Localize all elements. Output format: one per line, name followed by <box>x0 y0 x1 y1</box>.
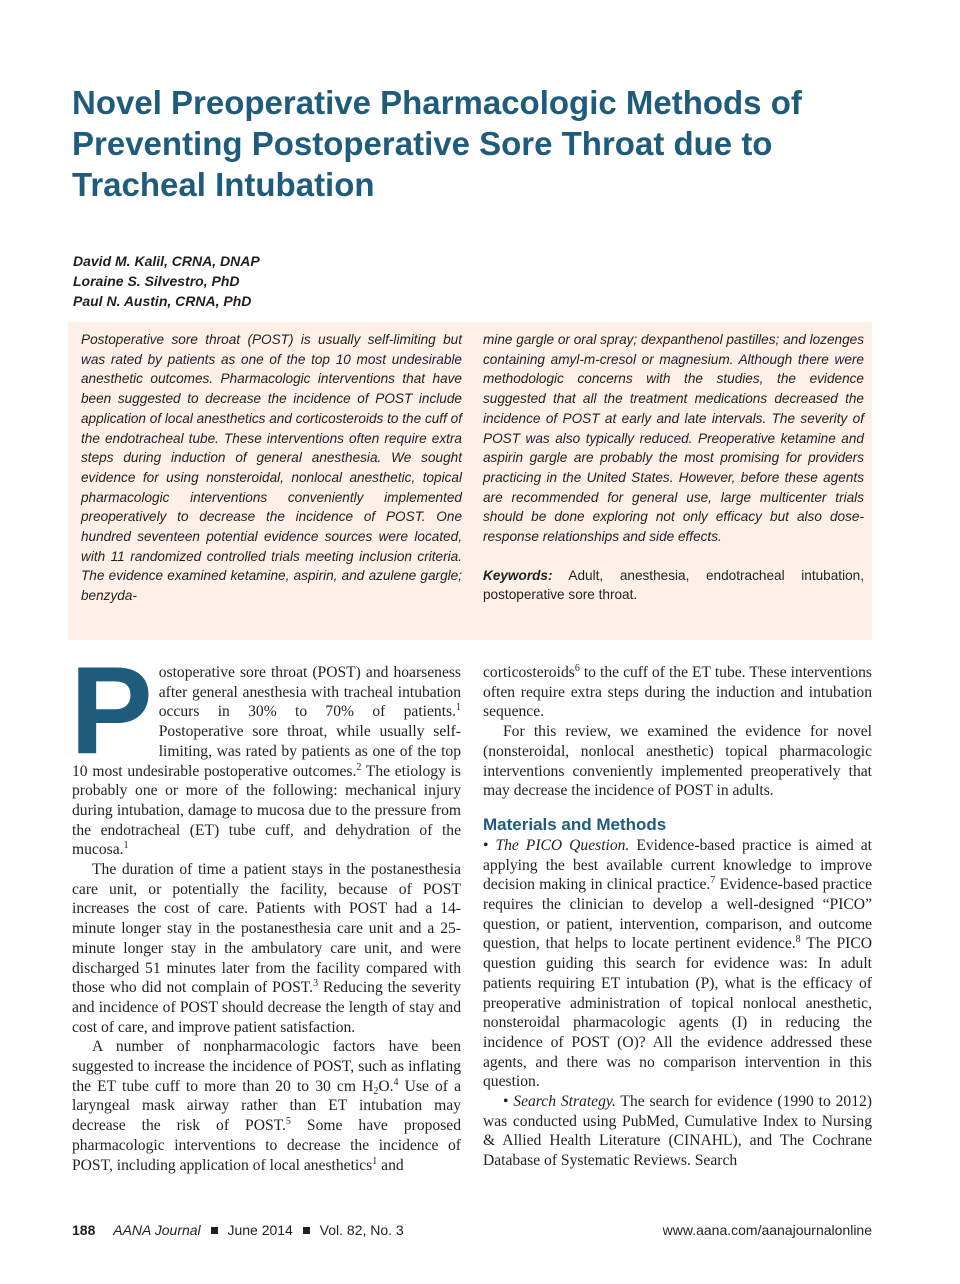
citation-ref: 2 <box>356 761 362 773</box>
abstract-box <box>68 322 872 640</box>
body-paragraph: • Search Strategy. The search for evidence (1990 to 2012) was conducted using PubMed, Cumulative Index to Nursing & Allied Health Literature (CINAHL), and The Cochrane Database of Systematic Reviews. Search <box>483 1093 872 1170</box>
body-paragraph <box>483 663 872 722</box>
article-title <box>72 82 892 205</box>
section-heading: Materials and Methods <box>483 814 667 834</box>
body-column-left <box>70 642 462 1175</box>
body-paragraph: For this review, we examined the evidence for novel (nonsteroidal, nonlocal anesthetic) topical pharmacologic interventions conveniently implemented preoperatively that may decrease the incidence of POST in adults. <box>483 723 872 800</box>
citation-ref: 7 <box>710 875 716 887</box>
body-text: Evidence-based practice requires the clinician to develop a well-designed “PICO” question, or patient, intervention, comparison, and outcome question, that helps to locate pertinent evidence. <box>483 876 872 953</box>
citation-ref: 6 <box>574 663 580 674</box>
issue-date: June 2014 <box>227 1222 293 1238</box>
citation-ref: 1 <box>456 702 461 714</box>
subscript: 2 <box>373 1085 379 1097</box>
citation-ref: 5 <box>285 1116 291 1128</box>
keywords <box>483 566 864 605</box>
journal-url: www.aana.com/aanajournalonline <box>662 1222 872 1238</box>
title-line: Tracheal Intubation <box>72 166 375 203</box>
abstract-text-continued: mine gargle or oral spray; dexpanthenol pastilles; and lozenges containing amyl-m-cresol or magnesium. Although there were methodologic concerns with the studies, the evidence suggested that all the treatment medications decreased the incidence of POST at early and late intervals. The severity of POST was also typically reduced. Preoperative ketamine and aspirin gargle are probably the most promising for providers practicing in the United States. However, before these agents are recommended for general use, large multicenter trials should be done exploring not only efficacy but also dose-response relationships and side effects. <box>483 332 864 545</box>
title-line: Novel Preoperative Pharmacologic Methods of <box>72 84 802 121</box>
body-text: O. <box>378 1077 394 1095</box>
journal-name: AANA Journal <box>113 1222 201 1238</box>
body-text: corticosteroids <box>483 664 575 681</box>
body-text: Reducing the severity and incidence of POST should decrease the length of stay and cost of care, and improve patient satisfaction. <box>72 979 462 1036</box>
body-text: Some have proposed pharmacologic interventions to decrease the incidence of POST, including application of local anesthetics <box>72 1117 462 1174</box>
body-text: The duration of time a patient stays in the postanesthesia care unit, or potentially the facility, because of POST increases the cost of care. Patients with POST had a 14-minute longer stay in the postanesthesia care unit and a 25-minute longer stay in the ambulatory care unit, and were discharged 51 minutes later from the facility compared with those who did not complain of POST. <box>72 861 461 997</box>
drop-cap: P <box>70 642 153 780</box>
body-paragraph <box>70 642 461 860</box>
citation-ref: 4 <box>393 1076 399 1088</box>
body-text: Evidence-based practice is aimed at applying the best available current knowledge to improve decision making in clinical practice. <box>483 836 872 894</box>
page-footer <box>72 1222 872 1242</box>
citation-ref: 1 <box>123 840 129 852</box>
citation-ref: 8 <box>795 934 801 946</box>
body-text: A number of nonpharmacologic factors have been suggested to increase the incidence of POST, such as inflating the ET tube cuff to more than 20 to 30 cm H <box>72 1038 461 1095</box>
run-in-heading: The PICO Question. <box>495 836 630 854</box>
page-number: 188 <box>72 1222 96 1238</box>
body-text: and <box>377 1156 404 1174</box>
separator-square-icon <box>303 1227 310 1234</box>
title-line: Preventing Postoperative Sore Throat due to <box>72 125 773 162</box>
body-text: The etiology is probably one or more of the following: mechanical injury during intubation, damage to mucosa due to the pressure from the endotracheal (ET) tube cuff, and dehydration of the mucosa. <box>72 762 461 859</box>
run-in-heading: Search Strategy. <box>513 1093 616 1111</box>
author: Paul N. Austin, CRNA, PhD <box>73 293 252 309</box>
body-paragraph <box>72 1037 461 1175</box>
body-text: to the cuff of the ET tube. These interventions often require extra steps during the induction and intubation sequence. <box>483 664 872 721</box>
author-list <box>73 251 473 311</box>
body-paragraph <box>72 860 461 1037</box>
body-column-right <box>483 663 872 1171</box>
abstract-column-left: Postoperative sore throat (POST) is usually self-limiting but was rated by patients as one of the top 10 most undesirable anesthetic outcomes. Pharmacologic interventions that have been suggested to decrease the incidence of POST include application of local anesthetics and corticosteroids to the cuff of the endotracheal tube. These interventions often require extra steps during induction of general anesthesia. We sought evidence for using nonsteroidal, nonlocal anesthetic, topical pharmacologic interventions conveniently implemented preoperatively to decrease the incidence of POST. One hundred seventeen potential evidence sources were located, with 11 randomized controlled trials meeting inclusion criteria. The evidence examined ketamine, aspirin, and azulene gargle; benzyda- <box>81 332 462 604</box>
citation-ref: 1 <box>372 1155 378 1167</box>
body-text: Use of a laryngeal mask airway rather than ET intubation may decrease the risk of POST. <box>72 1077 461 1135</box>
volume-info: Vol. 82, No. 3 <box>319 1222 404 1238</box>
citation-ref: 3 <box>313 978 319 990</box>
body-text: Postoperative sore throat, while usually self-limiting, was rated by patients as one of the top 10 most undesirable postoperative outcomes. <box>72 723 461 780</box>
author: Loraine S. Silvestro, PhD <box>73 273 240 289</box>
keywords-list: Adult, anesthesia, endotracheal intubation, postoperative sore throat. <box>483 567 864 603</box>
body-text: ostoperative sore throat (POST) and hoarseness after general anesthesia with tracheal intubation occurs in 30% to 70% of patients. <box>158 664 461 721</box>
body-paragraph: • The PICO Question. Evidence-based practice is aimed at applying the best available current knowledge to improve decision making in clinical practice.$^7$ Evidence-based practice requires the clinician to develop a well-designed “PICO” question, or patient, intervention, comparison, and outcome question, that helps to locate pertinent evidence.$^8$ The PICO question guiding this search for evidence was: In adult patients requiring ET intubation (P), what is the efficacy of preoperative administration of topical nonlocal anesthetic, nonsteroidal pharmacologic agents (I) in reducing the incidence of POST (O)? All the evidence addressed these agents, and there was no comparison intervention in this question. <box>483 836 872 1091</box>
abstract-column-right <box>483 330 864 605</box>
body-text: The PICO question guiding this search for evidence was: In adult patients requiring ET intubation (P), what is the efficacy of preoperative administration of topical nonlocal anesthetic, nonsteroidal pharmacologic agents (I) in reducing the incidence of POST (O)? All the evidence addressed these agents, and there was no comparison intervention in this question. <box>483 935 872 1091</box>
author: David M. Kalil, CRNA, DNAP <box>73 253 260 269</box>
separator-square-icon <box>211 1227 218 1234</box>
keywords-label: Keywords: <box>483 567 553 583</box>
body-text: The search for evidence (1990 to 2012) was conducted using PubMed, Cumulative Index to Nursing & Allied Health Literature (CINAHL), and The Cochrane Database of Systematic Reviews. Search <box>483 1093 872 1170</box>
